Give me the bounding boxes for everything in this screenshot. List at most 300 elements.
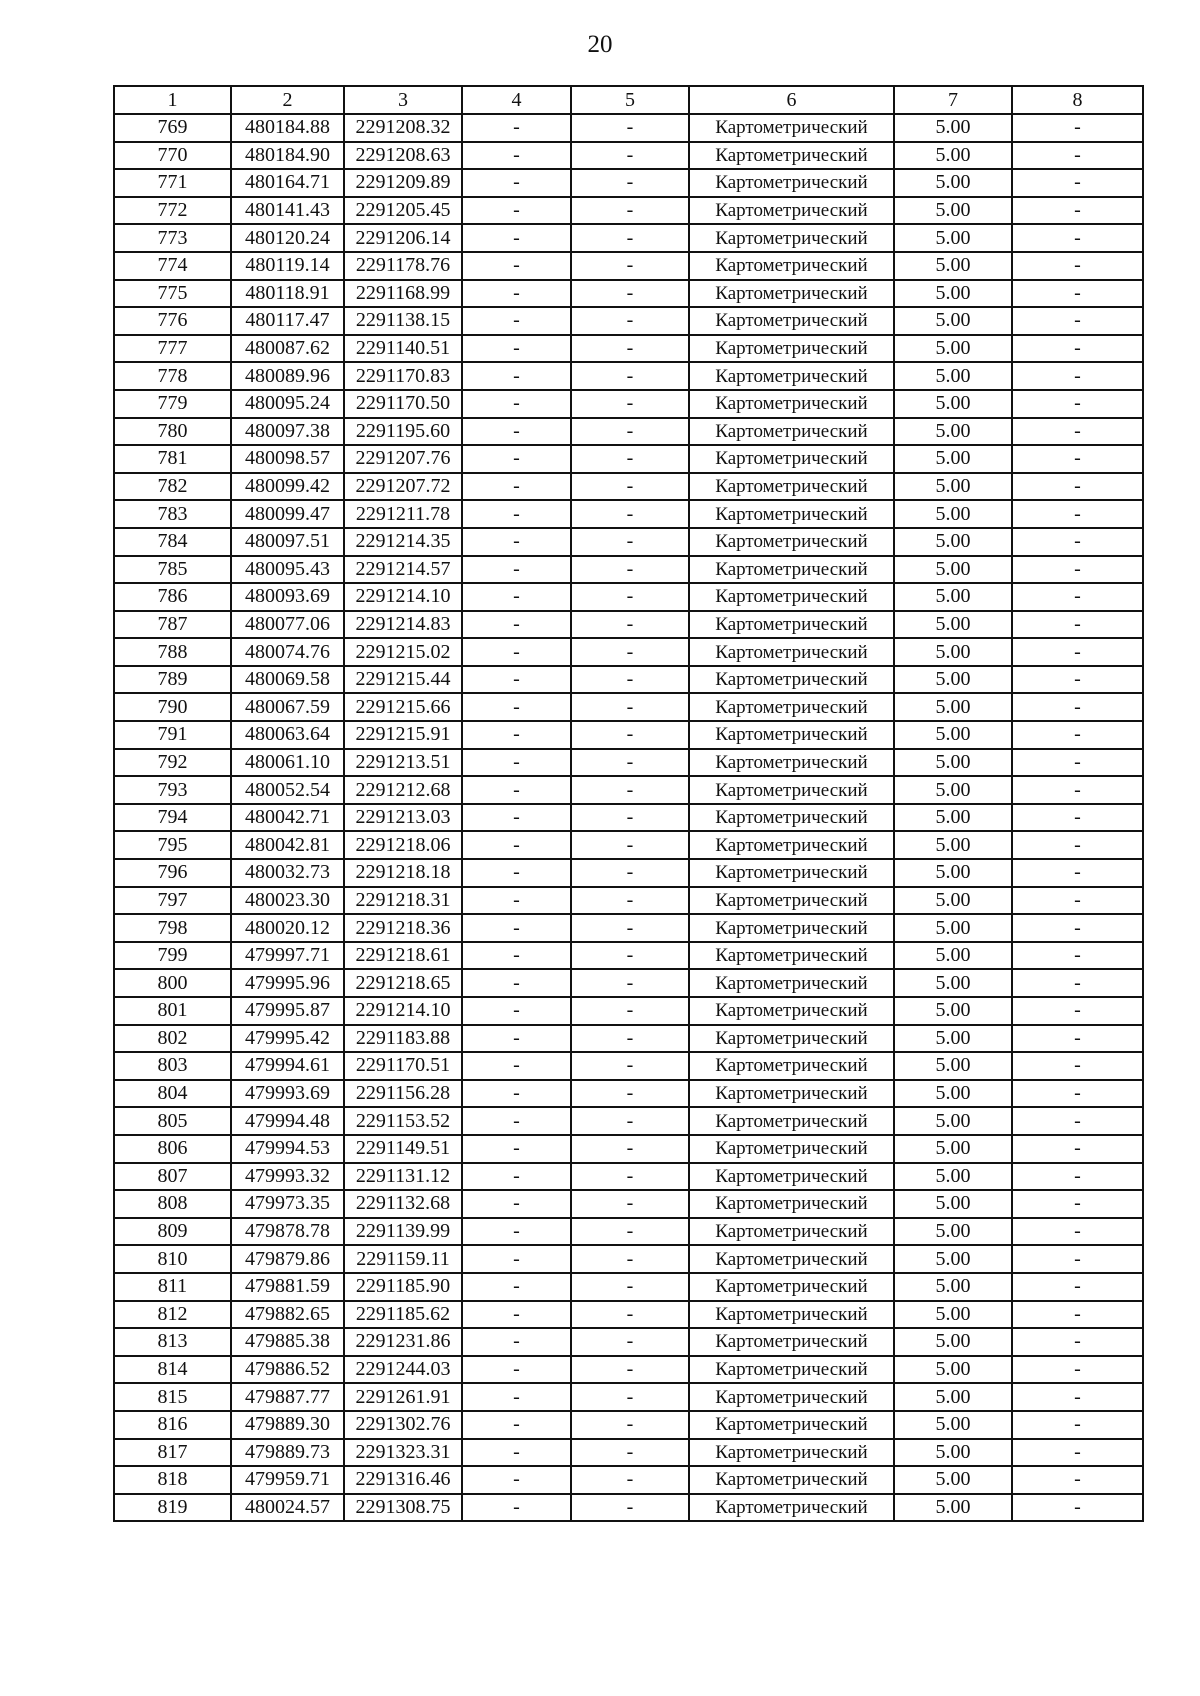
column-8-cell: - bbox=[1012, 114, 1143, 142]
y-coordinate-cell: 2291261.91 bbox=[344, 1383, 462, 1411]
point-number-cell: 801 bbox=[114, 997, 231, 1025]
table-row bbox=[114, 831, 1143, 859]
x-coordinate-cell: 479994.61 bbox=[231, 1052, 344, 1080]
accuracy-cell: 5.00 bbox=[894, 1052, 1012, 1080]
method-cell: Картометрический bbox=[689, 224, 894, 252]
y-coordinate-cell: 2291170.50 bbox=[344, 390, 462, 418]
point-number-cell: 819 bbox=[114, 1494, 231, 1522]
x-coordinate-cell: 480089.96 bbox=[231, 362, 344, 390]
table-row bbox=[114, 1411, 1143, 1439]
accuracy-cell: 5.00 bbox=[894, 114, 1012, 142]
column-8-cell: - bbox=[1012, 1439, 1143, 1467]
x-coordinate-cell: 480095.43 bbox=[231, 556, 344, 584]
column-5-cell: - bbox=[571, 666, 689, 694]
x-coordinate-cell: 480184.88 bbox=[231, 114, 344, 142]
column-4-cell: - bbox=[462, 831, 571, 859]
y-coordinate-cell: 2291185.90 bbox=[344, 1273, 462, 1301]
point-number-cell: 772 bbox=[114, 197, 231, 225]
column-4-cell: - bbox=[462, 1494, 571, 1522]
y-coordinate-cell: 2291208.63 bbox=[344, 142, 462, 170]
column-header-8: 8 bbox=[1012, 86, 1143, 114]
point-number-cell: 813 bbox=[114, 1328, 231, 1356]
accuracy-cell: 5.00 bbox=[894, 1356, 1012, 1384]
table-row bbox=[114, 307, 1143, 335]
point-number-cell: 799 bbox=[114, 942, 231, 970]
method-cell: Картометрический bbox=[689, 500, 894, 528]
column-8-cell: - bbox=[1012, 887, 1143, 915]
accuracy-cell: 5.00 bbox=[894, 749, 1012, 777]
table-row bbox=[114, 197, 1143, 225]
point-number-cell: 817 bbox=[114, 1439, 231, 1467]
point-number-cell: 795 bbox=[114, 831, 231, 859]
accuracy-cell: 5.00 bbox=[894, 693, 1012, 721]
column-4-cell: - bbox=[462, 1218, 571, 1246]
table-row bbox=[114, 804, 1143, 832]
x-coordinate-cell: 479995.42 bbox=[231, 1025, 344, 1053]
column-8-cell: - bbox=[1012, 914, 1143, 942]
column-4-cell: - bbox=[462, 693, 571, 721]
column-8-cell: - bbox=[1012, 831, 1143, 859]
y-coordinate-cell: 2291139.99 bbox=[344, 1218, 462, 1246]
x-coordinate-cell: 479879.86 bbox=[231, 1245, 344, 1273]
table-row bbox=[114, 997, 1143, 1025]
accuracy-cell: 5.00 bbox=[894, 583, 1012, 611]
y-coordinate-cell: 2291215.91 bbox=[344, 721, 462, 749]
method-cell: Картометрический bbox=[689, 1135, 894, 1163]
y-coordinate-cell: 2291215.02 bbox=[344, 638, 462, 666]
column-8-cell: - bbox=[1012, 390, 1143, 418]
table-row bbox=[114, 776, 1143, 804]
accuracy-cell: 5.00 bbox=[894, 969, 1012, 997]
column-4-cell: - bbox=[462, 500, 571, 528]
column-8-cell: - bbox=[1012, 583, 1143, 611]
x-coordinate-cell: 479993.32 bbox=[231, 1163, 344, 1191]
column-8-cell: - bbox=[1012, 1107, 1143, 1135]
column-5-cell: - bbox=[571, 638, 689, 666]
table-row bbox=[114, 169, 1143, 197]
y-coordinate-cell: 2291207.72 bbox=[344, 473, 462, 501]
x-coordinate-cell: 480020.12 bbox=[231, 914, 344, 942]
method-cell: Картометрический bbox=[689, 666, 894, 694]
table-row bbox=[114, 1163, 1143, 1191]
y-coordinate-cell: 2291316.46 bbox=[344, 1466, 462, 1494]
y-coordinate-cell: 2291218.18 bbox=[344, 859, 462, 887]
column-5-cell: - bbox=[571, 390, 689, 418]
column-8-cell: - bbox=[1012, 1356, 1143, 1384]
y-coordinate-cell: 2291207.76 bbox=[344, 445, 462, 473]
y-coordinate-cell: 2291178.76 bbox=[344, 252, 462, 280]
column-5-cell: - bbox=[571, 1328, 689, 1356]
table-row bbox=[114, 887, 1143, 915]
y-coordinate-cell: 2291159.11 bbox=[344, 1245, 462, 1273]
table-row bbox=[114, 445, 1143, 473]
method-cell: Картометрический bbox=[689, 418, 894, 446]
column-4-cell: - bbox=[462, 1135, 571, 1163]
point-number-cell: 784 bbox=[114, 528, 231, 556]
accuracy-cell: 5.00 bbox=[894, 638, 1012, 666]
y-coordinate-cell: 2291215.66 bbox=[344, 693, 462, 721]
y-coordinate-cell: 2291214.57 bbox=[344, 556, 462, 584]
point-number-cell: 783 bbox=[114, 500, 231, 528]
column-5-cell: - bbox=[571, 280, 689, 308]
point-number-cell: 803 bbox=[114, 1052, 231, 1080]
y-coordinate-cell: 2291132.68 bbox=[344, 1190, 462, 1218]
y-coordinate-cell: 2291208.32 bbox=[344, 114, 462, 142]
y-coordinate-cell: 2291170.51 bbox=[344, 1052, 462, 1080]
column-4-cell: - bbox=[462, 997, 571, 1025]
point-number-cell: 798 bbox=[114, 914, 231, 942]
column-4-cell: - bbox=[462, 611, 571, 639]
column-5-cell: - bbox=[571, 1080, 689, 1108]
y-coordinate-cell: 2291218.06 bbox=[344, 831, 462, 859]
accuracy-cell: 5.00 bbox=[894, 666, 1012, 694]
column-header-1: 1 bbox=[114, 86, 231, 114]
method-cell: Картометрический bbox=[689, 335, 894, 363]
table-row bbox=[114, 1301, 1143, 1329]
table-row bbox=[114, 1328, 1143, 1356]
column-4-cell: - bbox=[462, 445, 571, 473]
table-row bbox=[114, 666, 1143, 694]
table-row bbox=[114, 224, 1143, 252]
method-cell: Картометрический bbox=[689, 1218, 894, 1246]
x-coordinate-cell: 479994.48 bbox=[231, 1107, 344, 1135]
table-row bbox=[114, 1383, 1143, 1411]
column-8-cell: - bbox=[1012, 418, 1143, 446]
point-number-cell: 808 bbox=[114, 1190, 231, 1218]
accuracy-cell: 5.00 bbox=[894, 1411, 1012, 1439]
point-number-cell: 775 bbox=[114, 280, 231, 308]
method-cell: Картометрический bbox=[689, 556, 894, 584]
column-5-cell: - bbox=[571, 224, 689, 252]
y-coordinate-cell: 2291244.03 bbox=[344, 1356, 462, 1384]
x-coordinate-cell: 480099.47 bbox=[231, 500, 344, 528]
column-8-cell: - bbox=[1012, 252, 1143, 280]
column-4-cell: - bbox=[462, 307, 571, 335]
point-number-cell: 774 bbox=[114, 252, 231, 280]
point-number-cell: 809 bbox=[114, 1218, 231, 1246]
table-row bbox=[114, 142, 1143, 170]
y-coordinate-cell: 2291209.89 bbox=[344, 169, 462, 197]
column-4-cell: - bbox=[462, 1245, 571, 1273]
column-4-cell: - bbox=[462, 1301, 571, 1329]
table-row bbox=[114, 1107, 1143, 1135]
table-row bbox=[114, 1439, 1143, 1467]
table-row bbox=[114, 418, 1143, 446]
method-cell: Картометрический bbox=[689, 638, 894, 666]
column-5-cell: - bbox=[571, 859, 689, 887]
x-coordinate-cell: 480023.30 bbox=[231, 887, 344, 915]
column-8-cell: - bbox=[1012, 997, 1143, 1025]
point-number-cell: 793 bbox=[114, 776, 231, 804]
y-coordinate-cell: 2291215.44 bbox=[344, 666, 462, 694]
accuracy-cell: 5.00 bbox=[894, 197, 1012, 225]
x-coordinate-cell: 479994.53 bbox=[231, 1135, 344, 1163]
accuracy-cell: 5.00 bbox=[894, 445, 1012, 473]
column-5-cell: - bbox=[571, 1494, 689, 1522]
x-coordinate-cell: 480164.71 bbox=[231, 169, 344, 197]
table-row bbox=[114, 1273, 1143, 1301]
y-coordinate-cell: 2291218.31 bbox=[344, 887, 462, 915]
point-number-cell: 815 bbox=[114, 1383, 231, 1411]
y-coordinate-cell: 2291308.75 bbox=[344, 1494, 462, 1522]
x-coordinate-cell: 479995.87 bbox=[231, 997, 344, 1025]
table-row bbox=[114, 1218, 1143, 1246]
column-5-cell: - bbox=[571, 1190, 689, 1218]
point-number-cell: 816 bbox=[114, 1411, 231, 1439]
accuracy-cell: 5.00 bbox=[894, 142, 1012, 170]
column-8-cell: - bbox=[1012, 1301, 1143, 1329]
method-cell: Картометрический bbox=[689, 859, 894, 887]
table-row bbox=[114, 500, 1143, 528]
column-4-cell: - bbox=[462, 1356, 571, 1384]
method-cell: Картометрический bbox=[689, 693, 894, 721]
x-coordinate-cell: 480032.73 bbox=[231, 859, 344, 887]
column-header-4: 4 bbox=[462, 86, 571, 114]
column-4-cell: - bbox=[462, 169, 571, 197]
column-8-cell: - bbox=[1012, 1052, 1143, 1080]
method-cell: Картометрический bbox=[689, 307, 894, 335]
column-4-cell: - bbox=[462, 362, 571, 390]
column-4-cell: - bbox=[462, 1439, 571, 1467]
table-row bbox=[114, 1245, 1143, 1273]
column-8-cell: - bbox=[1012, 666, 1143, 694]
method-cell: Картометрический bbox=[689, 169, 894, 197]
column-5-cell: - bbox=[571, 1411, 689, 1439]
column-4-cell: - bbox=[462, 142, 571, 170]
point-number-cell: 792 bbox=[114, 749, 231, 777]
method-cell: Картометрический bbox=[689, 1439, 894, 1467]
accuracy-cell: 5.00 bbox=[894, 1328, 1012, 1356]
table-row bbox=[114, 749, 1143, 777]
y-coordinate-cell: 2291183.88 bbox=[344, 1025, 462, 1053]
method-cell: Картометрический bbox=[689, 776, 894, 804]
column-4-cell: - bbox=[462, 969, 571, 997]
table-row bbox=[114, 1494, 1143, 1522]
x-coordinate-cell: 480119.14 bbox=[231, 252, 344, 280]
column-8-cell: - bbox=[1012, 1383, 1143, 1411]
table-row bbox=[114, 473, 1143, 501]
column-5-cell: - bbox=[571, 804, 689, 832]
column-4-cell: - bbox=[462, 1273, 571, 1301]
column-4-cell: - bbox=[462, 114, 571, 142]
method-cell: Картометрический bbox=[689, 997, 894, 1025]
column-8-cell: - bbox=[1012, 1163, 1143, 1191]
point-number-cell: 804 bbox=[114, 1080, 231, 1108]
method-cell: Картометрический bbox=[689, 804, 894, 832]
column-5-cell: - bbox=[571, 1107, 689, 1135]
accuracy-cell: 5.00 bbox=[894, 1383, 1012, 1411]
column-8-cell: - bbox=[1012, 335, 1143, 363]
method-cell: Картометрический bbox=[689, 969, 894, 997]
column-8-cell: - bbox=[1012, 1328, 1143, 1356]
point-number-cell: 776 bbox=[114, 307, 231, 335]
method-cell: Картометрический bbox=[689, 1080, 894, 1108]
table-row bbox=[114, 721, 1143, 749]
y-coordinate-cell: 2291185.62 bbox=[344, 1301, 462, 1329]
method-cell: Картометрический bbox=[689, 1025, 894, 1053]
column-5-cell: - bbox=[571, 1273, 689, 1301]
method-cell: Картометрический bbox=[689, 142, 894, 170]
y-coordinate-cell: 2291214.83 bbox=[344, 611, 462, 639]
column-8-cell: - bbox=[1012, 1218, 1143, 1246]
x-coordinate-cell: 479889.73 bbox=[231, 1439, 344, 1467]
table-row bbox=[114, 335, 1143, 363]
x-coordinate-cell: 480184.90 bbox=[231, 142, 344, 170]
point-number-cell: 807 bbox=[114, 1163, 231, 1191]
column-8-cell: - bbox=[1012, 1025, 1143, 1053]
column-5-cell: - bbox=[571, 445, 689, 473]
x-coordinate-cell: 480067.59 bbox=[231, 693, 344, 721]
x-coordinate-cell: 480042.71 bbox=[231, 804, 344, 832]
x-coordinate-cell: 480052.54 bbox=[231, 776, 344, 804]
method-cell: Картометрический bbox=[689, 473, 894, 501]
x-coordinate-cell: 480097.38 bbox=[231, 418, 344, 446]
point-number-cell: 785 bbox=[114, 556, 231, 584]
column-8-cell: - bbox=[1012, 224, 1143, 252]
column-4-cell: - bbox=[462, 1163, 571, 1191]
accuracy-cell: 5.00 bbox=[894, 1163, 1012, 1191]
column-5-cell: - bbox=[571, 252, 689, 280]
y-coordinate-cell: 2291131.12 bbox=[344, 1163, 462, 1191]
table-row bbox=[114, 114, 1143, 142]
table-row bbox=[114, 1356, 1143, 1384]
column-5-cell: - bbox=[571, 1301, 689, 1329]
point-number-cell: 791 bbox=[114, 721, 231, 749]
table-row bbox=[114, 556, 1143, 584]
y-coordinate-cell: 2291149.51 bbox=[344, 1135, 462, 1163]
column-8-cell: - bbox=[1012, 528, 1143, 556]
x-coordinate-cell: 480141.43 bbox=[231, 197, 344, 225]
column-5-cell: - bbox=[571, 1163, 689, 1191]
table-row bbox=[114, 1080, 1143, 1108]
table-row bbox=[114, 1190, 1143, 1218]
x-coordinate-cell: 480061.10 bbox=[231, 749, 344, 777]
table-row bbox=[114, 969, 1143, 997]
accuracy-cell: 5.00 bbox=[894, 335, 1012, 363]
table-row bbox=[114, 528, 1143, 556]
accuracy-cell: 5.00 bbox=[894, 611, 1012, 639]
method-cell: Картометрический bbox=[689, 114, 894, 142]
column-4-cell: - bbox=[462, 638, 571, 666]
column-8-cell: - bbox=[1012, 611, 1143, 639]
point-number-cell: 773 bbox=[114, 224, 231, 252]
accuracy-cell: 5.00 bbox=[894, 473, 1012, 501]
column-header-7: 7 bbox=[894, 86, 1012, 114]
x-coordinate-cell: 480077.06 bbox=[231, 611, 344, 639]
table-row bbox=[114, 1025, 1143, 1053]
y-coordinate-cell: 2291206.14 bbox=[344, 224, 462, 252]
column-5-cell: - bbox=[571, 1466, 689, 1494]
accuracy-cell: 5.00 bbox=[894, 1025, 1012, 1053]
method-cell: Картометрический bbox=[689, 528, 894, 556]
method-cell: Картометрический bbox=[689, 1163, 894, 1191]
x-coordinate-cell: 480097.51 bbox=[231, 528, 344, 556]
x-coordinate-cell: 479882.65 bbox=[231, 1301, 344, 1329]
column-4-cell: - bbox=[462, 721, 571, 749]
accuracy-cell: 5.00 bbox=[894, 1135, 1012, 1163]
table-row bbox=[114, 583, 1143, 611]
accuracy-cell: 5.00 bbox=[894, 1301, 1012, 1329]
column-4-cell: - bbox=[462, 197, 571, 225]
x-coordinate-cell: 479887.77 bbox=[231, 1383, 344, 1411]
column-5-cell: - bbox=[571, 1356, 689, 1384]
column-5-cell: - bbox=[571, 1439, 689, 1467]
y-coordinate-cell: 2291214.35 bbox=[344, 528, 462, 556]
x-coordinate-cell: 479973.35 bbox=[231, 1190, 344, 1218]
column-5-cell: - bbox=[571, 1025, 689, 1053]
column-8-cell: - bbox=[1012, 142, 1143, 170]
column-header-5: 5 bbox=[571, 86, 689, 114]
column-5-cell: - bbox=[571, 942, 689, 970]
accuracy-cell: 5.00 bbox=[894, 721, 1012, 749]
x-coordinate-cell: 479886.52 bbox=[231, 1356, 344, 1384]
accuracy-cell: 5.00 bbox=[894, 1273, 1012, 1301]
accuracy-cell: 5.00 bbox=[894, 1190, 1012, 1218]
y-coordinate-cell: 2291168.99 bbox=[344, 280, 462, 308]
column-5-cell: - bbox=[571, 776, 689, 804]
point-number-cell: 786 bbox=[114, 583, 231, 611]
column-8-cell: - bbox=[1012, 969, 1143, 997]
accuracy-cell: 5.00 bbox=[894, 1080, 1012, 1108]
column-5-cell: - bbox=[571, 362, 689, 390]
accuracy-cell: 5.00 bbox=[894, 500, 1012, 528]
y-coordinate-cell: 2291213.03 bbox=[344, 804, 462, 832]
y-coordinate-cell: 2291170.83 bbox=[344, 362, 462, 390]
accuracy-cell: 5.00 bbox=[894, 942, 1012, 970]
y-coordinate-cell: 2291140.51 bbox=[344, 335, 462, 363]
point-number-cell: 769 bbox=[114, 114, 231, 142]
point-number-cell: 787 bbox=[114, 611, 231, 639]
table-row bbox=[114, 280, 1143, 308]
method-cell: Картометрический bbox=[689, 1245, 894, 1273]
column-4-cell: - bbox=[462, 1328, 571, 1356]
column-4-cell: - bbox=[462, 776, 571, 804]
y-coordinate-cell: 2291214.10 bbox=[344, 997, 462, 1025]
x-coordinate-cell: 479889.30 bbox=[231, 1411, 344, 1439]
column-5-cell: - bbox=[571, 500, 689, 528]
point-number-cell: 814 bbox=[114, 1356, 231, 1384]
x-coordinate-cell: 479959.71 bbox=[231, 1466, 344, 1494]
point-number-cell: 778 bbox=[114, 362, 231, 390]
column-8-cell: - bbox=[1012, 1080, 1143, 1108]
x-coordinate-cell: 479993.69 bbox=[231, 1080, 344, 1108]
method-cell: Картометрический bbox=[689, 914, 894, 942]
column-5-cell: - bbox=[571, 197, 689, 225]
table-row bbox=[114, 1052, 1143, 1080]
column-4-cell: - bbox=[462, 1025, 571, 1053]
column-5-cell: - bbox=[571, 142, 689, 170]
x-coordinate-cell: 480042.81 bbox=[231, 831, 344, 859]
point-number-cell: 811 bbox=[114, 1273, 231, 1301]
y-coordinate-cell: 2291156.28 bbox=[344, 1080, 462, 1108]
accuracy-cell: 5.00 bbox=[894, 307, 1012, 335]
y-coordinate-cell: 2291218.65 bbox=[344, 969, 462, 997]
column-8-cell: - bbox=[1012, 638, 1143, 666]
column-5-cell: - bbox=[571, 721, 689, 749]
column-8-cell: - bbox=[1012, 362, 1143, 390]
point-number-cell: 770 bbox=[114, 142, 231, 170]
column-5-cell: - bbox=[571, 749, 689, 777]
y-coordinate-cell: 2291205.45 bbox=[344, 197, 462, 225]
method-cell: Картометрический bbox=[689, 252, 894, 280]
column-4-cell: - bbox=[462, 252, 571, 280]
accuracy-cell: 5.00 bbox=[894, 1218, 1012, 1246]
point-number-cell: 794 bbox=[114, 804, 231, 832]
y-coordinate-cell: 2291138.15 bbox=[344, 307, 462, 335]
x-coordinate-cell: 480063.64 bbox=[231, 721, 344, 749]
point-number-cell: 771 bbox=[114, 169, 231, 197]
column-4-cell: - bbox=[462, 390, 571, 418]
